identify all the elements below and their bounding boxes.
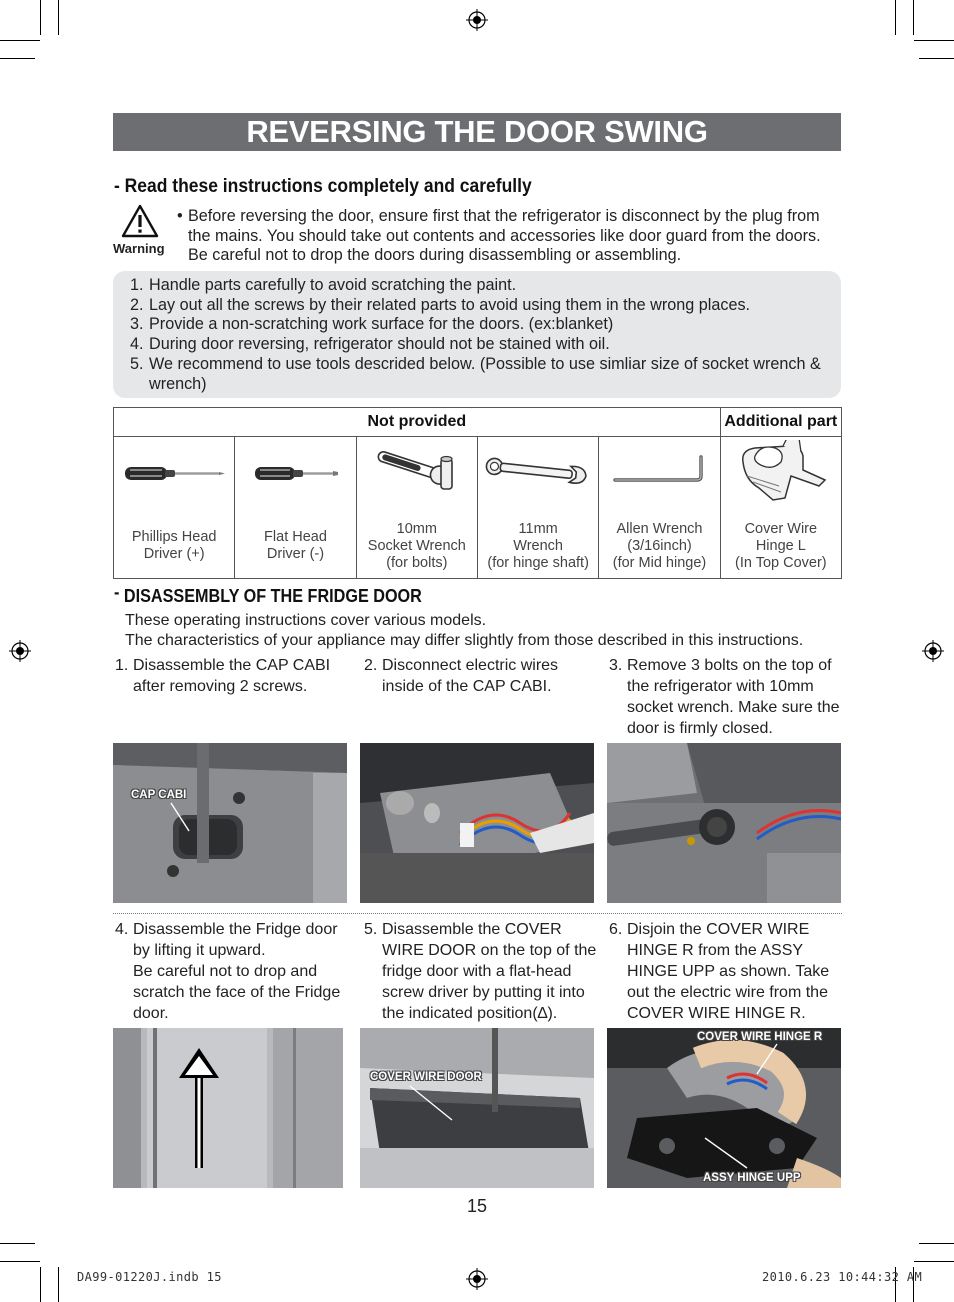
crop-mark xyxy=(914,40,954,41)
step-5: 5. Disassemble the COVER WIRE DOOR on the top of the fridge door with a flat-head screw driver by putting it into the indicated position(∆). xyxy=(364,921,597,1022)
header-additional-part: Additional part xyxy=(720,408,841,437)
tool-label-cover-wire: Cover Wire Hinge L (In Top Cover) xyxy=(720,515,841,579)
list-item: 2. Lay out all the screws by their related parts to avoid using them in the wrong places. xyxy=(130,295,751,314)
warning-label: Warning xyxy=(113,241,165,256)
warning-bullet: • xyxy=(177,207,183,225)
notes-box xyxy=(113,271,841,398)
allen-wrench-icon xyxy=(607,453,711,493)
photo-electric-wires xyxy=(360,743,594,903)
warning-triangle-icon xyxy=(121,204,159,238)
header-not-provided: Not provided xyxy=(114,408,721,437)
table-row xyxy=(114,515,842,579)
step-1: 1. Disassemble the CAP CABI after removing 2 screws. xyxy=(115,657,331,695)
table-row xyxy=(114,408,842,437)
cover-wire-hinge-r-label: COVER WIRE HINGE R xyxy=(697,1031,823,1043)
cover-wire-hinge-icon xyxy=(729,440,833,506)
cap-cabi-label: CAP CABI xyxy=(131,789,187,801)
intro-line: The characteristics of your appliance may differ slightly from those described in this instructions. xyxy=(125,631,804,649)
crop-mark xyxy=(919,58,954,59)
registration-mark-icon xyxy=(922,640,944,662)
crop-mark xyxy=(913,0,914,35)
step-2: 2. Disconnect electric wires inside of the CAP CABI. xyxy=(364,657,559,695)
crop-mark xyxy=(58,1267,59,1302)
list-item: 1. Handle parts carefully to avoid scratching the paint. xyxy=(130,276,517,294)
step-3: 3. Remove 3 bolts on the top of the refrigerator with 10mm socket wrench. Make sure the door is firmly closed. xyxy=(609,657,840,737)
list-item: 5. We recommend to use tools descrided below. (Possible to use simliar size of socket wrench & wrench) xyxy=(130,354,821,393)
tool-image-cell xyxy=(235,437,356,515)
tool-label-allen-wrench: Allen Wrench (3/16inch) (for Mid hinge) xyxy=(599,515,720,579)
tools-table xyxy=(113,407,842,579)
cover-wire-door-label: COVER WIRE DOOR xyxy=(370,1071,482,1083)
disassembly-heading: - DISASSEMBLY OF THE FRIDGE DOOR xyxy=(114,582,422,606)
photo-cover-wire-door xyxy=(360,1028,594,1188)
crop-mark xyxy=(895,0,896,35)
tool-image-cell xyxy=(114,437,235,515)
tool-image-cell xyxy=(356,437,477,515)
intro-text xyxy=(125,611,841,651)
warning-body: Before reversing the door, ensure first that the refrigerator is disconnect by the plug from the mains. You should take out contents and accessories like door guard from the doors. Be careful not to drop the doors during disassembling or assembling. xyxy=(188,207,821,265)
tool-image-cell xyxy=(477,437,598,515)
phillips-screwdriver-icon xyxy=(122,458,226,488)
notes-list xyxy=(130,276,830,394)
table-row xyxy=(114,437,842,515)
registration-mark-icon xyxy=(466,9,488,31)
page-title: REVERSING THE DOOR SWING xyxy=(113,113,841,151)
photo-cover-wire-hinge xyxy=(607,1028,841,1188)
assy-hinge-upp-label: ASSY HINGE UPP xyxy=(703,1172,801,1184)
photo-cap-cabi xyxy=(113,743,347,903)
crop-mark xyxy=(40,0,41,35)
crop-mark xyxy=(0,1261,40,1262)
crop-mark xyxy=(919,1243,954,1244)
footer-file-info: DA99-01220J.indb 15 xyxy=(77,1270,222,1284)
photo-remove-bolts xyxy=(607,743,841,903)
tool-label-flat: Flat Head Driver (-) xyxy=(235,515,356,579)
tool-label-wrench: 11mm Wrench (for hinge shaft) xyxy=(477,515,598,579)
crop-mark xyxy=(0,1243,35,1244)
tool-label-phillips: Phillips Head Driver (+) xyxy=(114,515,235,579)
list-item: 3. Provide a non-scratching work surface for the doors. (ex:blanket) xyxy=(130,315,614,334)
tool-image-cell xyxy=(599,437,720,515)
intro-line: These operating instructions cover various models. xyxy=(125,612,487,629)
tool-label-socket-wrench: 10mm Socket Wrench (for bolts) xyxy=(356,515,477,579)
socket-wrench-icon xyxy=(365,445,469,501)
wrench-icon xyxy=(482,453,594,493)
step-6: 6. Disjoin the COVER WIRE HINGE R from the ASSY HINGE UPP as shown. Take out the electric wire from the COVER WIRE HINGE R. xyxy=(609,921,830,1022)
page-number: 15 xyxy=(466,1196,488,1216)
flat-screwdriver-icon xyxy=(243,458,347,488)
footer-timestamp: 2010.6.23 10:44:32 AM xyxy=(762,1270,923,1284)
crop-mark xyxy=(58,0,59,35)
section-divider xyxy=(113,913,842,914)
crop-mark xyxy=(0,58,35,59)
warning-text xyxy=(177,207,841,266)
crop-mark xyxy=(0,40,40,41)
step-4: 4. Disassemble the Fridge door by lifting it upward. Be careful not to drop and scratch the face of the Fridge door. xyxy=(115,921,341,1022)
crop-mark xyxy=(40,1267,41,1302)
registration-mark-icon xyxy=(9,640,31,662)
tool-image-cell xyxy=(720,437,841,515)
photo-lift-door xyxy=(113,1028,343,1188)
registration-mark-icon xyxy=(466,1268,488,1290)
instructions-heading: - Read these instructions completely and carefully xyxy=(114,176,532,197)
list-item: 4. During door reversing, refrigerator should not be stained with oil. xyxy=(130,335,610,354)
crop-mark xyxy=(914,1261,954,1262)
